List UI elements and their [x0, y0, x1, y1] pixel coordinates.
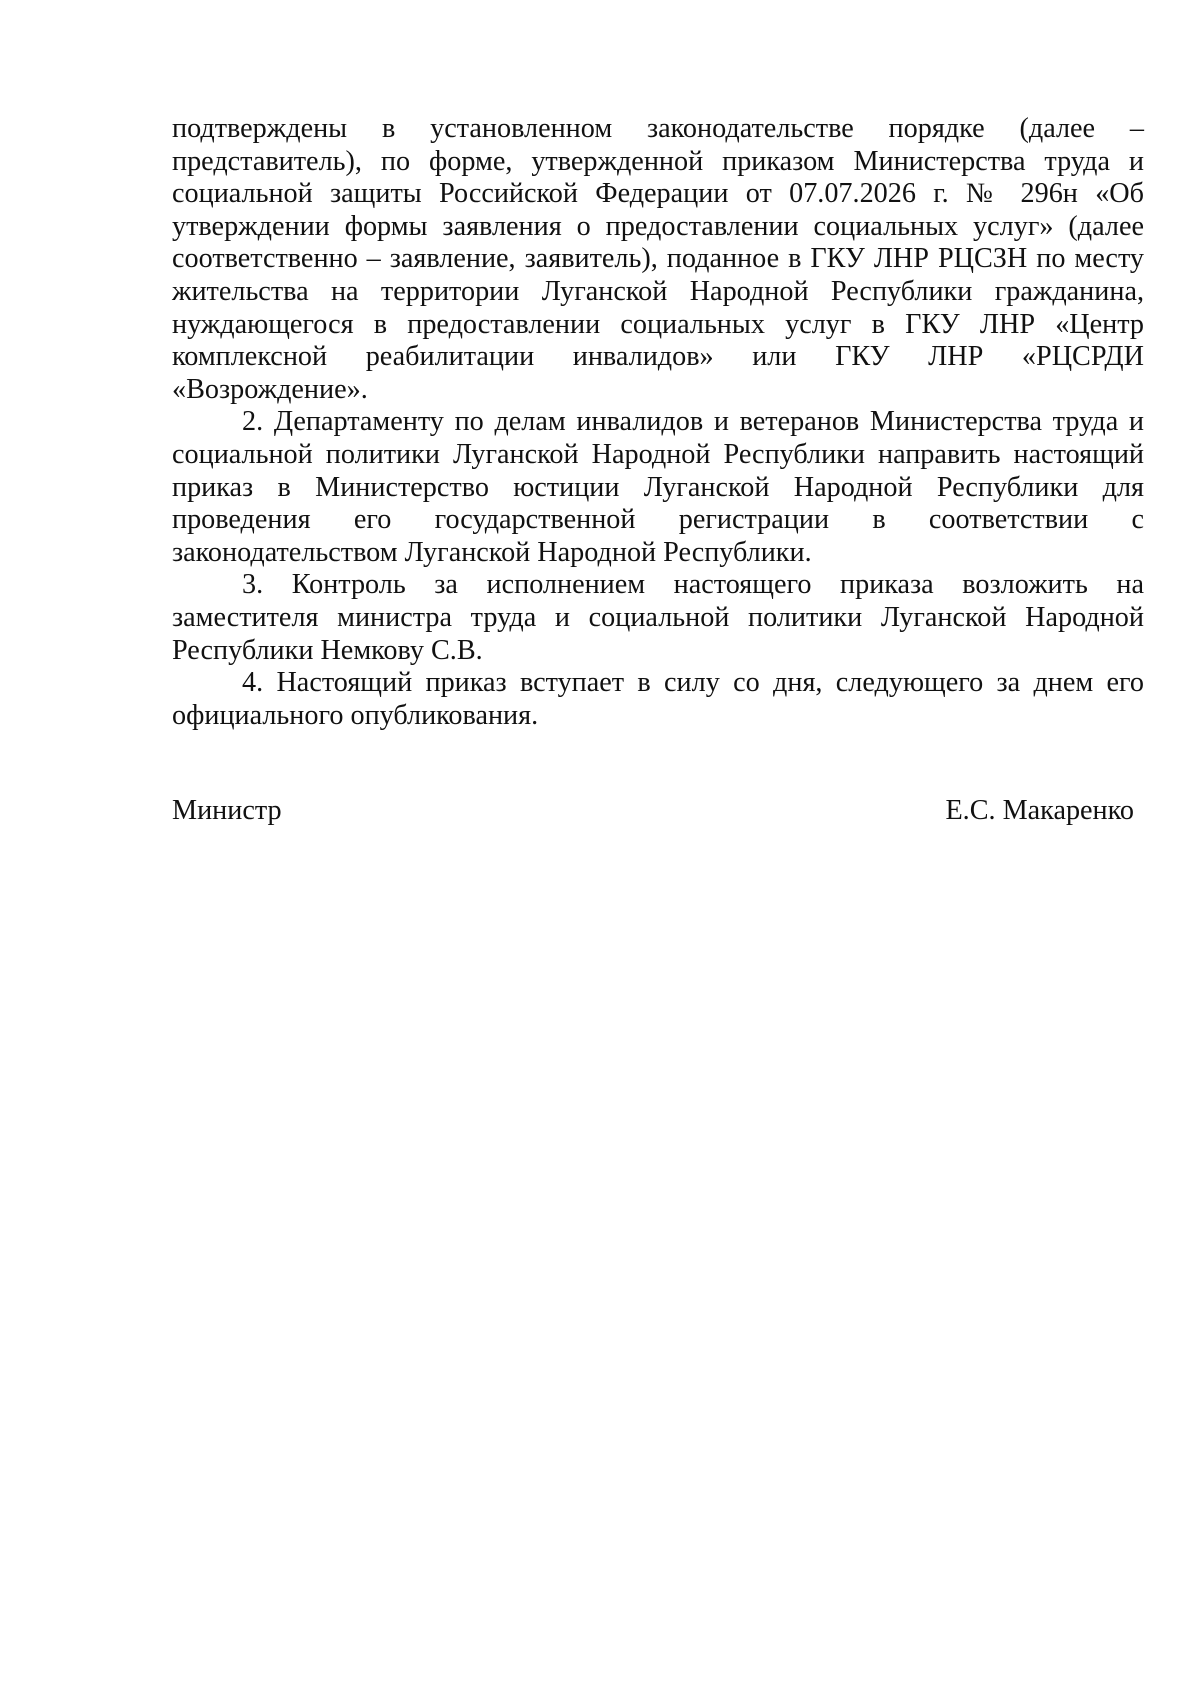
paragraph-item-4: 4. Настоящий приказ вступает в силу со дня, следующего за днем его официального опубликования.: [172, 667, 1144, 731]
document-body: [172, 113, 1144, 732]
signer-name: Е.С. Макаренко: [945, 795, 1134, 826]
signer-position: Министр: [172, 795, 282, 826]
signature-block: [172, 795, 1134, 835]
paragraph-continuation: подтверждены в установленном законодательстве порядке (далее – представитель), по форме, утвержденной приказом Министерства труда и социальной защиты Российской Федерации от 07.07.2026 г. № 296н «Об утверждении формы заявления о предоставлении социальных услуг» (далее соответственно – заявление, заявитель), поданное в ГКУ ЛНР РЦСЗН по месту жительства на территории Луганской Народной Республики гражданина, нуждающегося в предоставлении социальных услуг в ГКУ ЛНР «Центр комплексной реабилитации инвалидов» или ГКУ ЛНР «РЦСРДИ «Возрождение».: [172, 113, 1144, 405]
paragraph-item-2: 2. Департаменту по делам инвалидов и ветеранов Министерства труда и социальной политики Луганской Народной Республики направить настоящий приказ в Министерство юстиции Луганской Народной Республики для проведения его государственной регистрации в соответствии с законодательством Луганской Народной Республики.: [172, 406, 1144, 568]
paragraph-item-3: 3. Контроль за исполнением настоящего приказа возложить на заместителя министра труда и социальной политики Луганской Народной Республики Немкову С.В.: [172, 569, 1144, 666]
